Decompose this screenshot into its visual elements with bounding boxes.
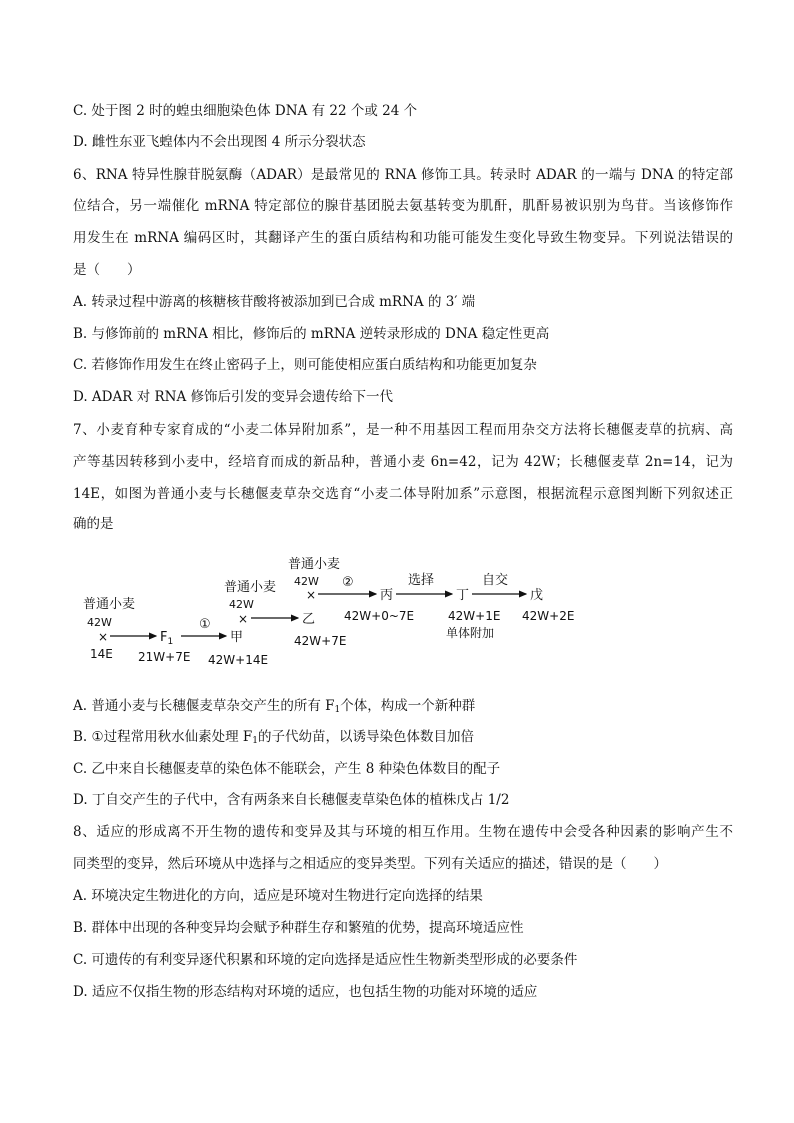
q7-option-a: A. 普通小麦与长穗偃麦草杂交产生的所有 $F_1$个体，构成一个新种群 xyxy=(73,698,476,715)
q7-option-d: D. 丁自交产生的子代中，含有两条来自长穗偃麦草染色体的植株戊占 1/2 xyxy=(73,792,510,808)
q8-stem-line-2: 同类型的变异，然后环境从中选择与之相适应的变异类型。下列有关适应的描述，错误的是（ ） xyxy=(73,856,667,872)
step-1-marker: ① xyxy=(199,617,211,632)
q6-option-c: C. 若修饰作用发生在终止密码子上，则可能使相应蛋白质结构和功能更加复杂 xyxy=(73,357,537,373)
q7-stem-line-3: 14E，如图为普通小麦与长穗偃麦草杂交选育“小麦二体导附加系”示意图，根据流程示意图判断下列叙述正 xyxy=(73,486,733,502)
step-2-marker: ② xyxy=(342,575,354,590)
q6-stem-line-3: 用发生在 mRNA 编码区时，其翻译产生的蛋白质结构和功能可能发生变化导致生物变异。下列说法错误的 xyxy=(73,230,733,246)
wheat-parent-2-label: 普通小麦 xyxy=(224,580,277,595)
q7-stem-line-4: 确的是 xyxy=(73,516,114,532)
ding-label: 丁 xyxy=(456,588,470,603)
q6-option-b: B. 与修饰前的 mRNA 相比，修饰后的 mRNA 逆转录形成的 DNA 稳定性更高 xyxy=(73,326,550,342)
f1-chromosomes: 21W+7E xyxy=(138,650,191,664)
cross-symbol-3: × xyxy=(306,588,317,602)
cross-symbol-1: × xyxy=(98,630,109,644)
q7-stem-line-1: 7、小麦育种专家育成的“小麦二体异附加系”，是一种不用基因工程而用杂交方法将长穗偃麦草的抗病、高 xyxy=(73,422,733,438)
wheat-parent-3-label: 普通小麦 xyxy=(288,557,341,572)
q5-option-c: C. 处于图 2 时的蝗虫细胞染色体 DNA 有 22 个或 24 个 xyxy=(73,103,418,119)
q5-option-d: D. 雌性东亚飞蝗体内不会出现图 4 所示分裂状态 xyxy=(73,134,366,150)
q8-option-b: B. 群体中出现的各种变异均会赋予种群生存和繁殖的优势，提高环境适应性 xyxy=(73,920,524,936)
wu-chromosomes: 42W+2E xyxy=(522,609,575,623)
q8-option-a: A. 环境决定生物进化的方向，适应是环境对生物进行定向选择的结果 xyxy=(73,888,483,904)
cross-symbol-2: × xyxy=(238,612,249,626)
wheat-parent-1-label: 普通小麦 xyxy=(83,597,136,612)
jia-chromosomes: 42W+14E xyxy=(208,653,269,667)
bing-chromosomes: 42W+0~7E xyxy=(344,609,415,623)
q7-option-b: B. ①过程常用秋水仙素处理 $F_1$的子代幼苗，以诱导染色体数目加倍 xyxy=(73,729,474,746)
q6-option-a: A. 转录过程中游离的核糖核苷酸将被添加到已合成 mRNA 的 3′ 端 xyxy=(73,294,476,310)
selection-label: 选择 xyxy=(408,573,435,588)
ding-chromosomes: 42W+1E xyxy=(448,609,501,623)
q7-option-c: C. 乙中来自长穗偃麦草的染色体不能联会，产生 8 种染色体数目的配子 xyxy=(73,761,501,777)
q6-stem-line-1: 6、RNA 特异性腺苷脱氨酶（ADAR）是最常见的 RNA 修饰工具。转录时 ADAR 的一端与 DNA 的特定部 xyxy=(73,167,733,183)
wheat-parent-1-code: 42W xyxy=(87,616,112,629)
q6-stem-line-2: 位结合，另一端催化 mRNA 特定部位的腺苷基团脱去氨基转变为肌酐，肌酐易被识别为鸟苷。当该修饰作 xyxy=(73,198,733,214)
wu-label: 戊 xyxy=(530,588,544,603)
f1-label: $F_1$ xyxy=(160,630,174,647)
q8-stem-line-1: 8、适应的形成离不开生物的遗传和变异及其与环境的相互作用。生物在遗传中会受各种因素的影响产生不 xyxy=(73,824,733,840)
q7-stem-line-2: 产等基因转移到小麦中，经培育而成的新品种，普通小麦 6n=42，记为 42W；长穗偃麦草 2n=14，记为 xyxy=(73,454,733,470)
breeding-flow-diagram xyxy=(78,552,608,674)
yi-chromosomes: 42W+7E xyxy=(294,634,347,648)
wheat-parent-3-code: 42W xyxy=(294,575,319,588)
bing-label: 丙 xyxy=(380,588,394,603)
q8-option-d: D. 适应不仅指生物的形态结构对环境的适应，也包括生物的功能对环境的适应 xyxy=(73,984,538,1000)
ding-note: 单体附加 xyxy=(446,626,495,640)
q6-option-d: D. ADAR 对 RNA 修饰后引发的变异会遗传给下一代 xyxy=(73,389,394,405)
wheat-parent-2-code: 42W xyxy=(229,598,254,611)
elytrigia-parent-code: 14E xyxy=(90,647,113,661)
jia-label: 甲 xyxy=(230,630,244,645)
selfing-label: 自交 xyxy=(482,573,509,588)
breeding-flow-svg xyxy=(78,552,608,674)
yi-label: 乙 xyxy=(302,612,316,627)
q6-stem-line-4: 是（ ） xyxy=(73,262,141,278)
q8-option-c: C. 可遗传的有利变异逐代积累和环境的定向选择是适应性生物新类型形成的必要条件 xyxy=(73,952,578,968)
